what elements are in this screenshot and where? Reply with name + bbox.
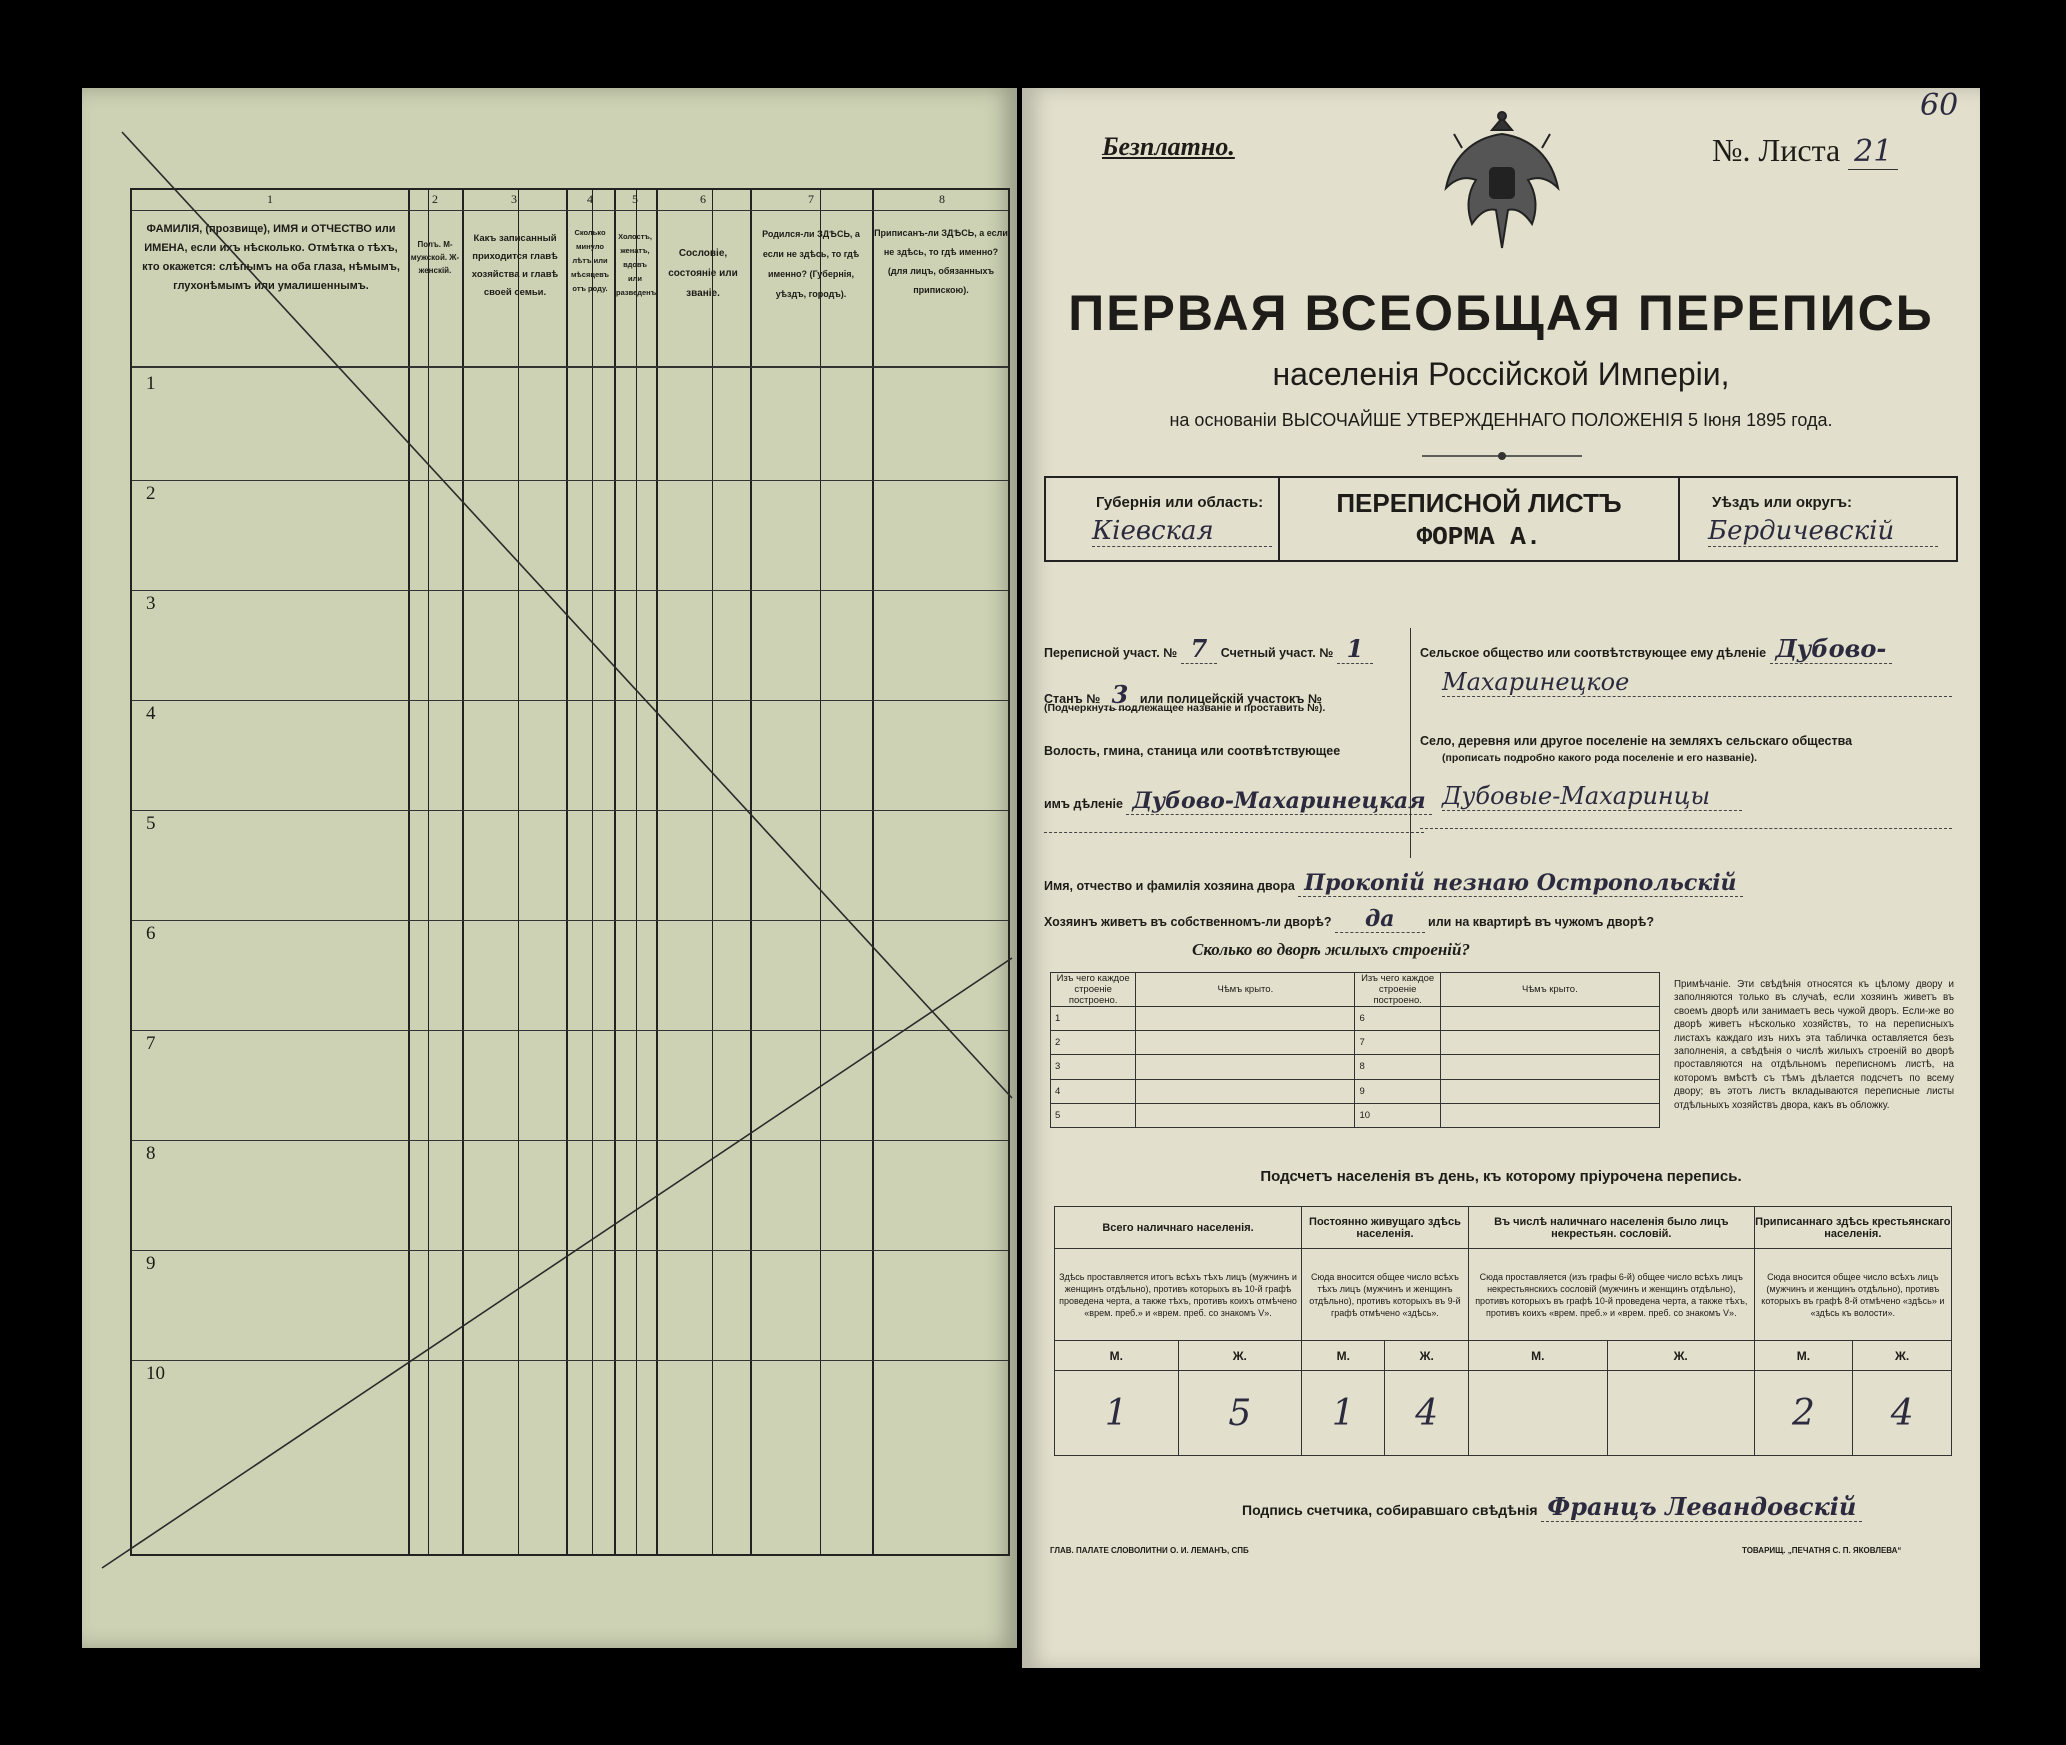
own-yard-value: да bbox=[1335, 906, 1425, 933]
col-header-4: Сколько минуло лѣтъ или мѣсяцевъ отъ роду. bbox=[570, 228, 610, 293]
col-num-5: 5 bbox=[632, 192, 638, 206]
col-header-8: Приписанъ-ли ЗДѢСЬ, а если не здѣсь, то гдѣ именно? (для лицъ, обязанныхъ припискою). bbox=[874, 228, 1008, 295]
count-desc-3: Сюда проставляется (изъ графы 6-й) общее число всѣхъ лицъ некрестьянскихъ сословій (мужчинъ и женщинъ отдѣльно), противъ которыхъ въ графѣ 10-й проведена черта, а также тѣхъ, противъ коихъ «врем. преб.» и «врем. преб. со знакомъ V». bbox=[1468, 1249, 1754, 1341]
bld-row-num: 3 bbox=[1051, 1055, 1136, 1079]
count-value: 4 bbox=[1853, 1371, 1952, 1456]
corner-number: 60 bbox=[1920, 88, 1959, 123]
census-area-value: 7 bbox=[1181, 634, 1218, 664]
f-label: Ж. bbox=[1385, 1341, 1468, 1371]
owner-label: Имя, отчество и фамилія хозяина двора bbox=[1044, 879, 1295, 893]
society-value-2: Махаринецкое bbox=[1442, 668, 1952, 697]
m-label: М. bbox=[1468, 1341, 1607, 1371]
col-num-8: 8 bbox=[939, 192, 945, 206]
count-value bbox=[1607, 1371, 1754, 1456]
ornament-divider bbox=[1422, 450, 1582, 462]
bld-row-num: 7 bbox=[1355, 1031, 1440, 1055]
bld-row-num: 10 bbox=[1355, 1103, 1440, 1127]
col-header-7: Родился-ли ЗДѢСЬ, а если не здѣсь, то гдѣ именно? (Губернія, уѣздъ, городъ). bbox=[762, 229, 860, 299]
census-area-label: Переписной участ. № bbox=[1044, 646, 1178, 660]
col-num-2: 2 bbox=[432, 192, 438, 206]
count-value bbox=[1468, 1371, 1607, 1456]
count-value: 1 bbox=[1055, 1371, 1179, 1456]
bld-head-4: Чѣмъ крыто. bbox=[1440, 973, 1659, 1007]
count-value: 5 bbox=[1178, 1371, 1302, 1456]
village-note: (прописать подробно какого рода поселеніе и его названіе). bbox=[1442, 752, 1758, 764]
m-label: М. bbox=[1055, 1341, 1179, 1371]
buildings-label: Сколько во дворѣ жилыхъ строеній? bbox=[1192, 940, 1470, 959]
stan-label: Станъ № bbox=[1044, 692, 1101, 706]
census-area-line bbox=[1044, 634, 1373, 663]
row-num-5: 5 bbox=[146, 813, 156, 834]
col-num-3: 3 bbox=[511, 192, 517, 206]
cancellation-strike bbox=[82, 88, 1017, 1648]
bld-row-num: 1 bbox=[1051, 1007, 1136, 1031]
form-title: ПЕРЕПИСНОЙ ЛИСТЪ bbox=[1336, 488, 1622, 518]
buildings-table bbox=[1050, 972, 1660, 1128]
bld-row-num: 4 bbox=[1051, 1079, 1136, 1103]
volost-value: Дубово-Махаринецкая bbox=[1126, 788, 1431, 815]
count-value: 1 bbox=[1302, 1371, 1385, 1456]
police-label: или полицейскій участокъ № bbox=[1139, 692, 1322, 706]
uezd-value: Бердичевскій bbox=[1708, 516, 1938, 547]
bld-row-num: 9 bbox=[1355, 1079, 1440, 1103]
bld-head-3: Изъ чего каждое строеніе построено. bbox=[1355, 973, 1440, 1007]
sheet-number-field bbox=[1712, 132, 1898, 169]
bld-row-num: 2 bbox=[1051, 1031, 1136, 1055]
signature-line bbox=[1242, 1492, 1862, 1521]
left-page bbox=[82, 88, 1017, 1648]
row-num-10: 10 bbox=[146, 1363, 165, 1384]
col-header-6: Сословіе, состояніе или званіе. bbox=[668, 248, 738, 299]
right-page bbox=[1022, 88, 1980, 1668]
gubernia-label: Губернія или область: bbox=[1096, 494, 1264, 511]
f-label: Ж. bbox=[1607, 1341, 1754, 1371]
row-num-9: 9 bbox=[146, 1253, 156, 1274]
volost-line bbox=[1044, 788, 1432, 814]
col-header-2: Полъ. М-мужской. Ж-женскій. bbox=[410, 240, 460, 275]
count-desc-2: Сюда вносится общее число всѣхъ тѣхъ лицъ (мужчинъ и женщинъ отдѣльно), противъ которыхъ въ 9-й графѣ отмѣчено «здѣсь». bbox=[1302, 1249, 1469, 1341]
form-sub: ФОРМА А. bbox=[1416, 522, 1542, 552]
volost-label: Волость, гмина, станица или соотвѣтствующее bbox=[1044, 744, 1341, 758]
count-desc-1: Здѣсь проставляется итогъ всѣхъ тѣхъ лицъ (мужчинъ и женщинъ отдѣльно), противъ которыхъ въ 10-й графѣ проведена черта, а также тѣхъ, противъ коихъ отмѣчено «врем. преб.» и «врем. преб. со знакомъ V». bbox=[1055, 1249, 1302, 1341]
bld-row-num: 5 bbox=[1051, 1103, 1136, 1127]
page-title: ПЕРВАЯ ВСЕОБЩАЯ ПЕРЕПИСЬ bbox=[1068, 285, 1934, 341]
row-num-4: 4 bbox=[146, 703, 156, 724]
bld-row-num: 8 bbox=[1355, 1055, 1440, 1079]
count-head-4: Приписаннаго здѣсь крестьянскаго населенія. bbox=[1754, 1207, 1951, 1249]
count-head-2: Постоянно живущаго здѣсь населенія. bbox=[1302, 1207, 1469, 1249]
volost-label-2: имъ дѣленіе bbox=[1044, 797, 1123, 811]
m-label: М. bbox=[1302, 1341, 1385, 1371]
counter-area-label: Счетный участ. № bbox=[1220, 646, 1334, 660]
own-yard-label: Хозяинъ живетъ въ собственномъ-ли дворѣ? bbox=[1044, 915, 1332, 929]
row-num-7: 7 bbox=[146, 1033, 156, 1054]
rent-label: или на квартирѣ въ чужомъ дворѣ? bbox=[1428, 915, 1655, 929]
society-line bbox=[1420, 634, 1892, 663]
stan-note: (Подчеркнуть подлежащее названіе и проставить №). bbox=[1044, 702, 1326, 714]
population-count-table bbox=[1054, 1206, 1952, 1456]
col-header-1: ФАМИЛІЯ, (прозвище), ИМЯ и ОТЧЕСТВО или ИМЕНА, если ихъ нѣсколько. Отмѣтка о тѣхъ, кто окажется: слѣпымъ на оба глаза, нѣмымъ, глухонѣмымъ или умалишеннымъ. bbox=[142, 223, 400, 292]
count-value: 4 bbox=[1385, 1371, 1468, 1456]
stan-value: 3 bbox=[1104, 680, 1137, 710]
society-value-1: Дубово- bbox=[1770, 634, 1893, 664]
count-head-1: Всего наличнаго населенія. bbox=[1055, 1207, 1302, 1249]
sheet-number: 21 bbox=[1848, 134, 1898, 170]
uezd-label: Уѣздъ или округъ: bbox=[1712, 494, 1853, 511]
row-num-6: 6 bbox=[146, 923, 156, 944]
row-num-8: 8 bbox=[146, 1143, 156, 1164]
free-label: Безплатно. bbox=[1102, 132, 1235, 161]
printer-right: ТОВАРИЩ. „ПЕЧАТНЯ С. П. ЯКОВЛЕВА“ bbox=[1742, 1546, 1902, 1555]
owner-value: Прокопій незнаю Остропольскій bbox=[1298, 870, 1742, 897]
col-header-5: Холостъ, женатъ, вдовъ или разведенъ. bbox=[616, 232, 659, 297]
m-label: М. bbox=[1754, 1341, 1853, 1371]
col-header-3: Какъ записанный приходится главѣ хозяйства и главѣ своей семьи. bbox=[471, 233, 559, 298]
signature-value: Францъ Левандовскій bbox=[1541, 1492, 1862, 1522]
col-num-4: 4 bbox=[587, 192, 593, 206]
page-subtitle: населенія Россійской Имперіи, bbox=[1272, 356, 1730, 392]
own-yard-line bbox=[1044, 906, 1654, 932]
col-num-6: 6 bbox=[700, 192, 706, 206]
signature-label: Подпись счетчика, собиравшаго свѣдѣнія bbox=[1242, 1502, 1538, 1518]
count-head-3: Въ числѣ наличнаго населенія было лицъ некрестьян. сословій. bbox=[1468, 1207, 1754, 1249]
f-label: Ж. bbox=[1178, 1341, 1302, 1371]
count-desc-4: Сюда вносится общее число всѣхъ лицъ (мужчинъ и женщинъ отдѣльно), противъ которыхъ въ графѣ 8-й отмѣчено «здѣсь» и «здѣсь къ волости». bbox=[1754, 1249, 1951, 1341]
header-info-box bbox=[1044, 476, 1958, 562]
printer-left: ГЛАВ. ПАЛАТЕ СЛОВОЛИТНИ О. И. ЛЕМАНЪ, СПБ bbox=[1050, 1546, 1249, 1555]
col-num-1: 1 bbox=[267, 192, 273, 206]
row-num-2: 2 bbox=[146, 483, 156, 504]
row-num-1: 1 bbox=[146, 373, 156, 394]
bld-head-2: Чѣмъ крыто. bbox=[1136, 973, 1355, 1007]
counter-area-value: 1 bbox=[1337, 634, 1374, 664]
col-num-7: 7 bbox=[808, 192, 814, 206]
f-label: Ж. bbox=[1853, 1341, 1952, 1371]
buildings-note: Примѣчаніе. Эти свѣдѣнія относятся къ цѣлому двору и заполняются только въ случаѣ, если хозяинъ живетъ въ своемъ дворѣ или занимаетъ весь чужой дворъ. Если-же во дворѣ живетъ нѣсколько хозяйствъ, то на переписныхъ листахъ каждаго изъ нихъ эта табличка оставляется безъ заполненія, а свѣдѣнія о числѣ жилыхъ строеній во дворѣ проставляются на отдѣльномъ переписномъ листѣ, на которомъ вмѣстѣ съ тѣмъ дѣлается подсчетъ по всему двору; въ этотъ листъ вкладываются переписные листы отдѣльныхъ хозяйствъ двора, какъ въ обложку. bbox=[1674, 979, 1954, 1111]
count-title: Подсчетъ населенія въ день, къ которому пріурочена перепись. bbox=[1260, 1168, 1742, 1185]
gubernia-value: Кіевская bbox=[1092, 516, 1272, 547]
basis-line: на основаніи ВЫСОЧАЙШЕ УТВЕРЖДЕННАГО ПОЛОЖЕНІЯ 5 Іюня 1895 года. bbox=[1169, 410, 1833, 430]
sheet-label: №. Листа bbox=[1712, 132, 1841, 168]
count-value: 2 bbox=[1754, 1371, 1853, 1456]
row-num-3: 3 bbox=[146, 593, 156, 614]
village-value: Дубовые-Махаринцы bbox=[1442, 782, 1742, 811]
society-label: Сельское общество или соотвѣтствующее ему дѣленіе bbox=[1420, 646, 1767, 660]
bld-row-num: 6 bbox=[1355, 1007, 1440, 1031]
owner-line bbox=[1044, 870, 1743, 896]
bld-head-1: Изъ чего каждое строеніе построено. bbox=[1051, 973, 1136, 1007]
village-label: Село, деревня или другое поселеніе на земляхъ сельскаго общества bbox=[1420, 734, 1853, 748]
imperial-eagle-icon bbox=[1432, 108, 1572, 258]
